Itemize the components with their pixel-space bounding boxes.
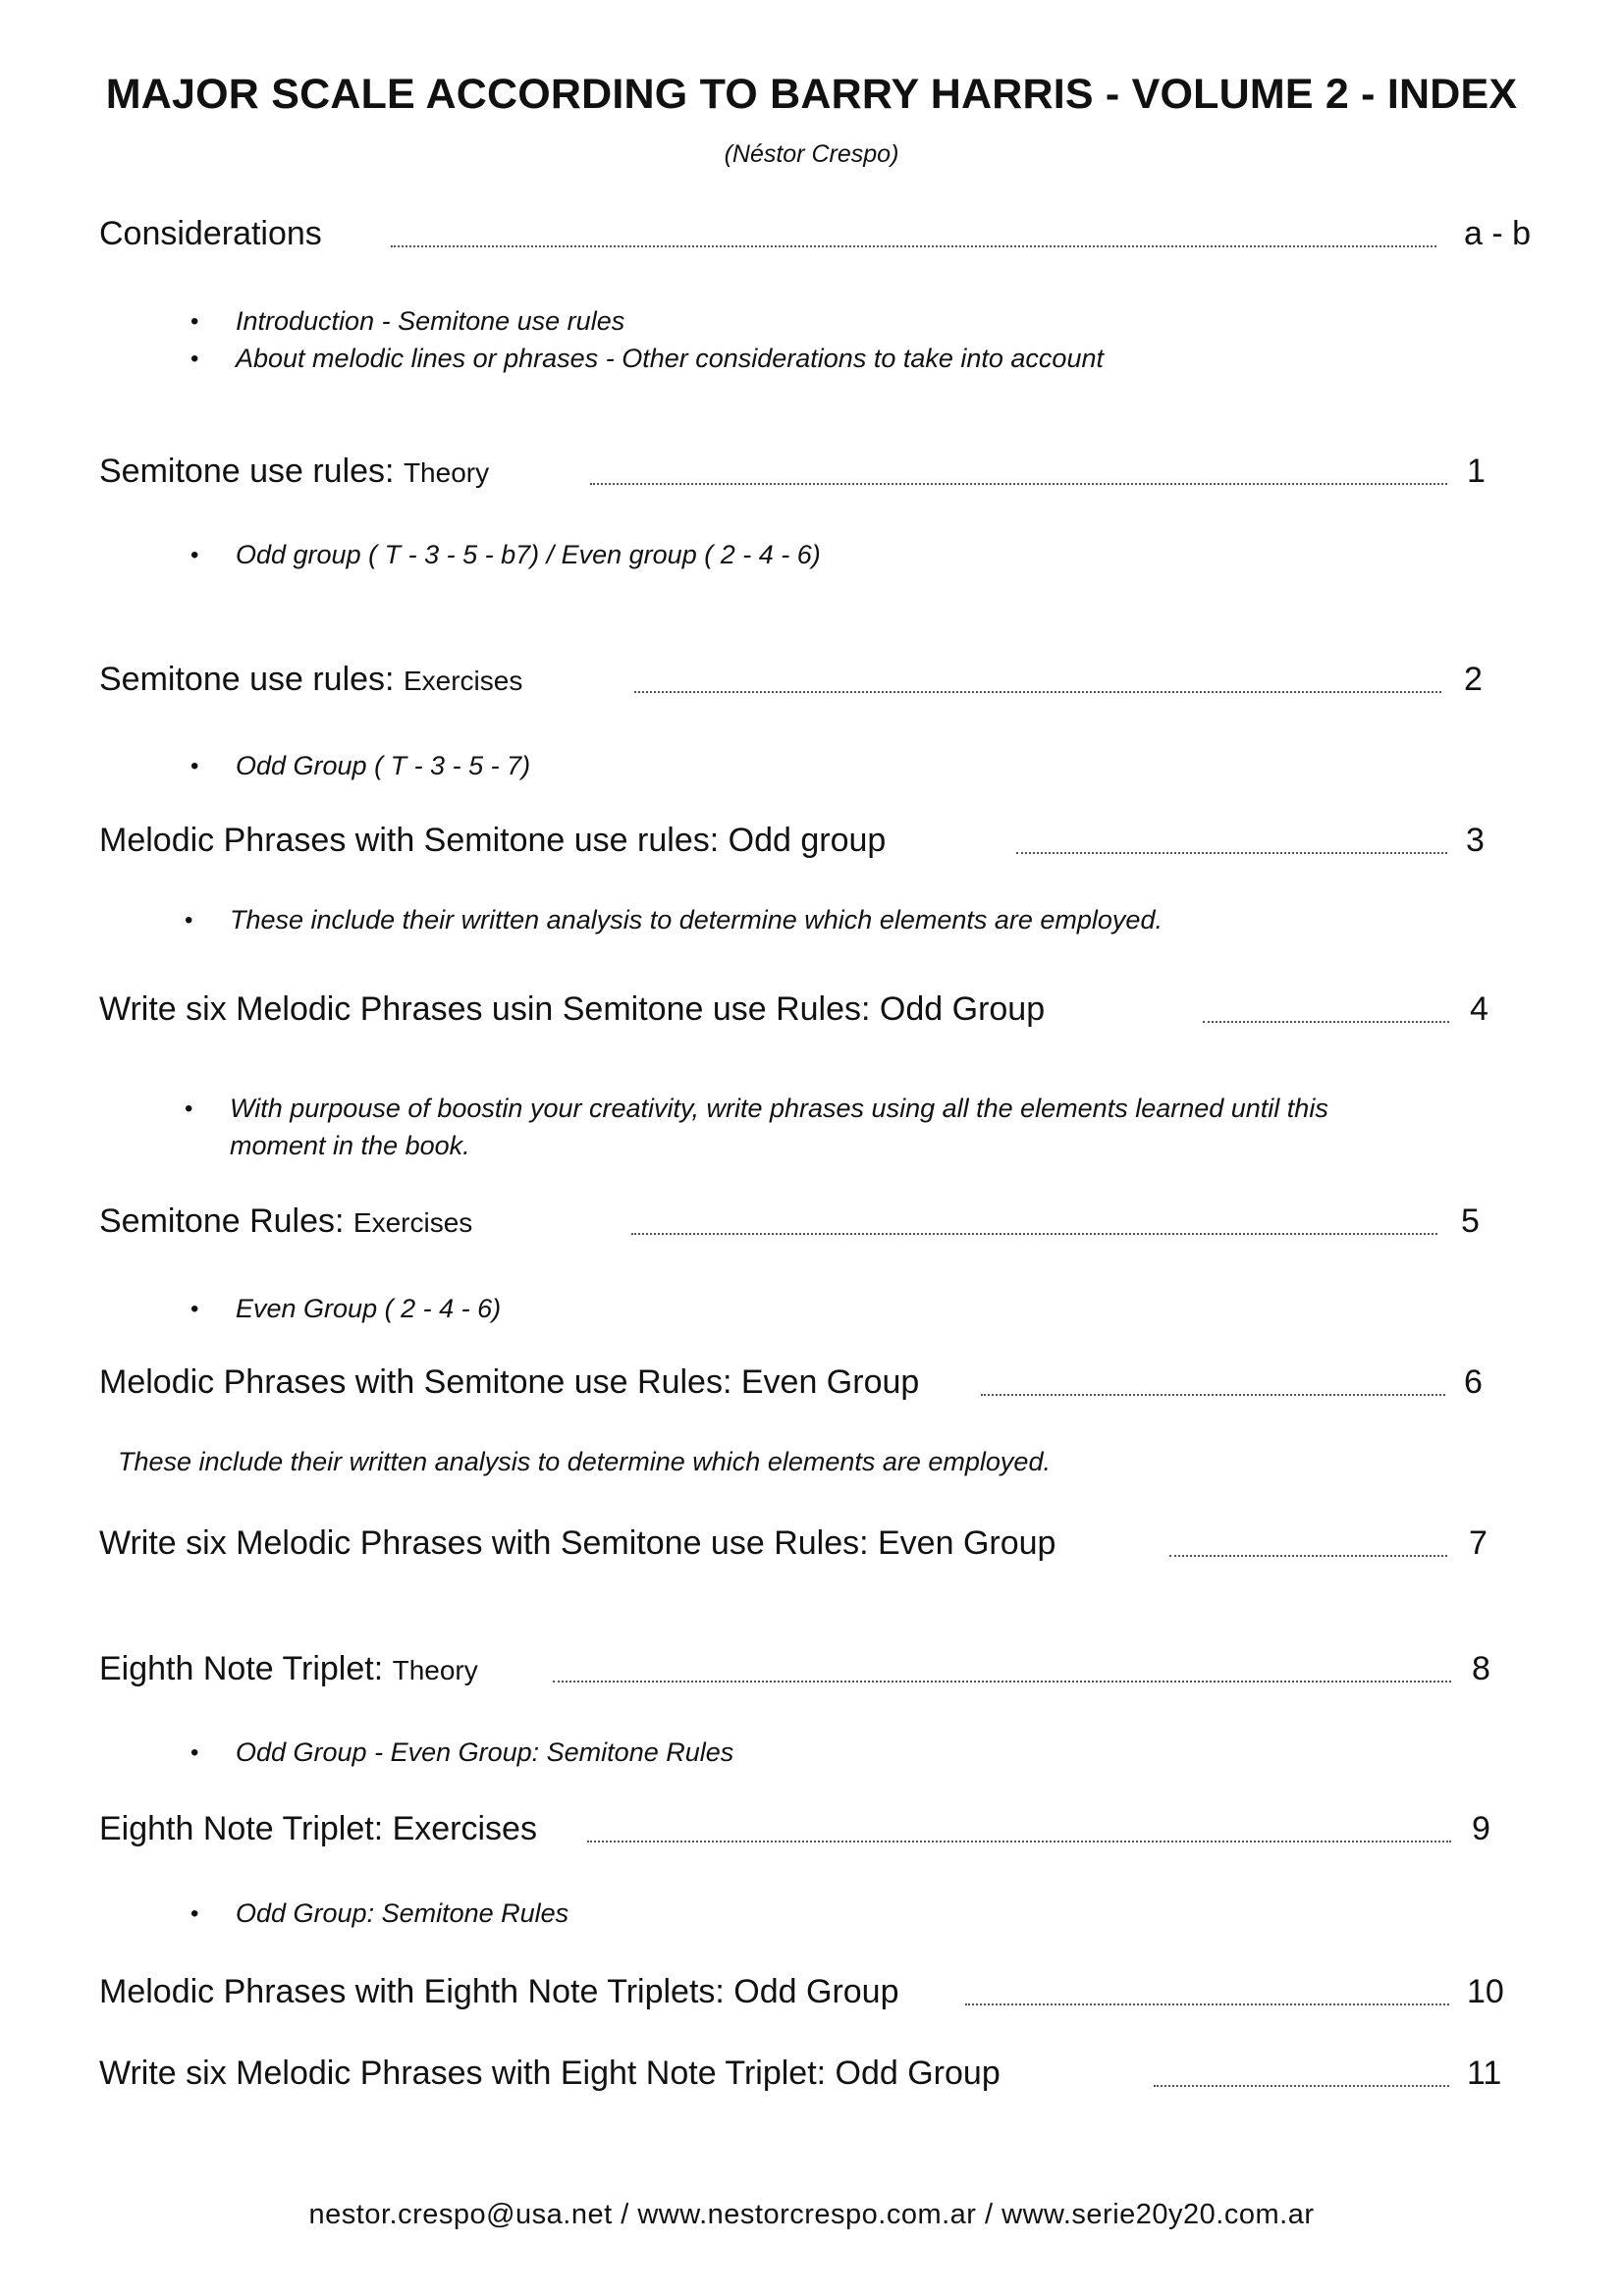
dot-leader	[1016, 852, 1447, 854]
toc-entry-title: Write six Melodic Phrases with Semitone use Rules: Even Group	[99, 1524, 1056, 1562]
toc-entry-write-odd[interactable]	[99, 991, 1493, 1035]
bullet-dot: •	[190, 308, 199, 335]
bullet-item: • Odd Group ( T - 3 - 5 - 7)	[236, 747, 530, 785]
entry-note: These include their written analysis to determine which elements are employed.	[118, 1447, 1051, 1476]
toc-entry-title: Eighth Note Triplet: Exercises	[99, 1810, 537, 1847]
toc-entry-title: Write six Melodic Phrases with Eight Note Triplet: Odd Group	[99, 2055, 1001, 2092]
toc-entry-considerations[interactable]	[99, 216, 1533, 259]
bullet-dot: •	[190, 1900, 199, 1927]
toc-page-number: 5	[1461, 1202, 1480, 1240]
toc-entry-triplet-theory[interactable]	[99, 1651, 1493, 1694]
toc-entry-write-even[interactable]	[99, 1525, 1493, 1569]
toc-page-number: 11	[1467, 2055, 1502, 2092]
toc-page-number: 2	[1464, 661, 1483, 698]
toc-entry-title: Melodic Phrases with Eighth Note Triplets: Odd Group	[99, 1973, 899, 2010]
toc-page-number: 4	[1470, 990, 1488, 1028]
toc-entry-title: Semitone Rules:	[99, 1202, 345, 1240]
toc-entry-subtitle: Exercises	[403, 666, 523, 696]
bullet-dot: •	[190, 1739, 199, 1766]
bullet-dot: •	[190, 542, 199, 568]
toc-page-number: 1	[1467, 453, 1486, 490]
bullet-item: • Odd group ( T - 3 - 5 - b7) / Even group ( 2 - 4 - 6)	[236, 536, 821, 574]
bullet-item: • These include their written analysis to determine which elements are employed.	[230, 901, 1163, 939]
toc-entry-triplet-exercises[interactable]	[99, 1811, 1493, 1854]
toc-entry-phrases-odd[interactable]	[99, 823, 1493, 866]
toc-entry-title: Considerations	[99, 215, 322, 252]
bullet-item: • Odd Group - Even Group: Semitone Rules	[236, 1734, 733, 1772]
author-subtitle: (Néstor Crespo)	[724, 140, 899, 168]
toc-page-number: 9	[1472, 1810, 1490, 1847]
toc-entry-subtitle: Exercises	[352, 1207, 473, 1238]
toc-entry-title: Melodic Phrases with Semitone use Rules: Even Group	[99, 1363, 920, 1401]
dot-leader	[631, 1233, 1437, 1235]
bullet-item: • With purpouse of boostin your creativity, write phrases using all the elements learned until this	[230, 1090, 1328, 1128]
toc-entry-title: Semitone use rules:	[99, 453, 395, 490]
toc-page-number: a - b	[1464, 215, 1532, 252]
bullet-dot: •	[185, 1095, 193, 1122]
dot-leader	[1169, 1555, 1447, 1557]
toc-entry-title: Write six Melodic Phrases usin Semitone use Rules: Odd Group	[99, 990, 1046, 1028]
bullet-item: • Odd Group: Semitone Rules	[236, 1895, 568, 1933]
bullet-dot: •	[185, 907, 193, 934]
toc-page-number: 6	[1464, 1363, 1483, 1401]
toc-entry-semitone-rules-exercises[interactable]	[99, 1203, 1493, 1247]
dot-leader	[587, 1841, 1451, 1842]
dot-leader	[634, 691, 1441, 693]
bullet-item: • About melodic lines or phrases - Other considerations to take into account	[236, 340, 1104, 378]
toc-entry-subtitle: Theory	[403, 457, 490, 488]
dot-leader	[590, 483, 1447, 485]
toc-page-number: 10	[1467, 1973, 1504, 2010]
dot-leader	[1154, 2085, 1449, 2087]
page-title: MAJOR SCALE ACCORDING TO BARRY HARRIS - VOLUME 2 - INDEX	[105, 71, 1518, 118]
toc-entry-write-triplet-odd[interactable]	[99, 2056, 1513, 2099]
bullet-item: • Introduction - Semitone use rules	[236, 302, 624, 341]
toc-entry-triplet-phrases-odd[interactable]	[99, 1974, 1513, 2017]
bullet-dot: •	[190, 1296, 199, 1322]
toc-entry-title: Semitone use rules:	[99, 661, 395, 698]
dot-leader	[1203, 1021, 1449, 1023]
toc-page-number: 7	[1469, 1524, 1488, 1562]
dot-leader	[391, 245, 1436, 247]
dot-leader	[553, 1681, 1451, 1682]
toc-entry-subtitle: Theory	[392, 1655, 478, 1685]
toc-entry-phrases-even[interactable]	[99, 1364, 1493, 1408]
toc-entry-title: Melodic Phrases with Semitone use rules: Odd group	[99, 822, 887, 859]
bullet-dot: •	[190, 346, 199, 372]
toc-entry-semitone-exercises[interactable]	[99, 662, 1493, 705]
toc-entry-semitone-theory[interactable]	[99, 454, 1493, 497]
bullet-item: • Even Group ( 2 - 4 - 6)	[236, 1290, 501, 1328]
bullet-dot: •	[190, 753, 199, 779]
toc-page-number: 8	[1472, 1650, 1490, 1687]
toc-page-number: 3	[1466, 822, 1485, 859]
footer-contact: nestor.crespo@usa.net / www.nestorcrespo.com.ar / www.serie20y20.com.ar	[308, 2199, 1315, 2230]
bullet-continuation: moment in the book.	[230, 1131, 470, 1160]
toc-entry-title: Eighth Note Triplet:	[99, 1650, 384, 1687]
dot-leader	[965, 2003, 1449, 2005]
dot-leader	[981, 1394, 1445, 1396]
